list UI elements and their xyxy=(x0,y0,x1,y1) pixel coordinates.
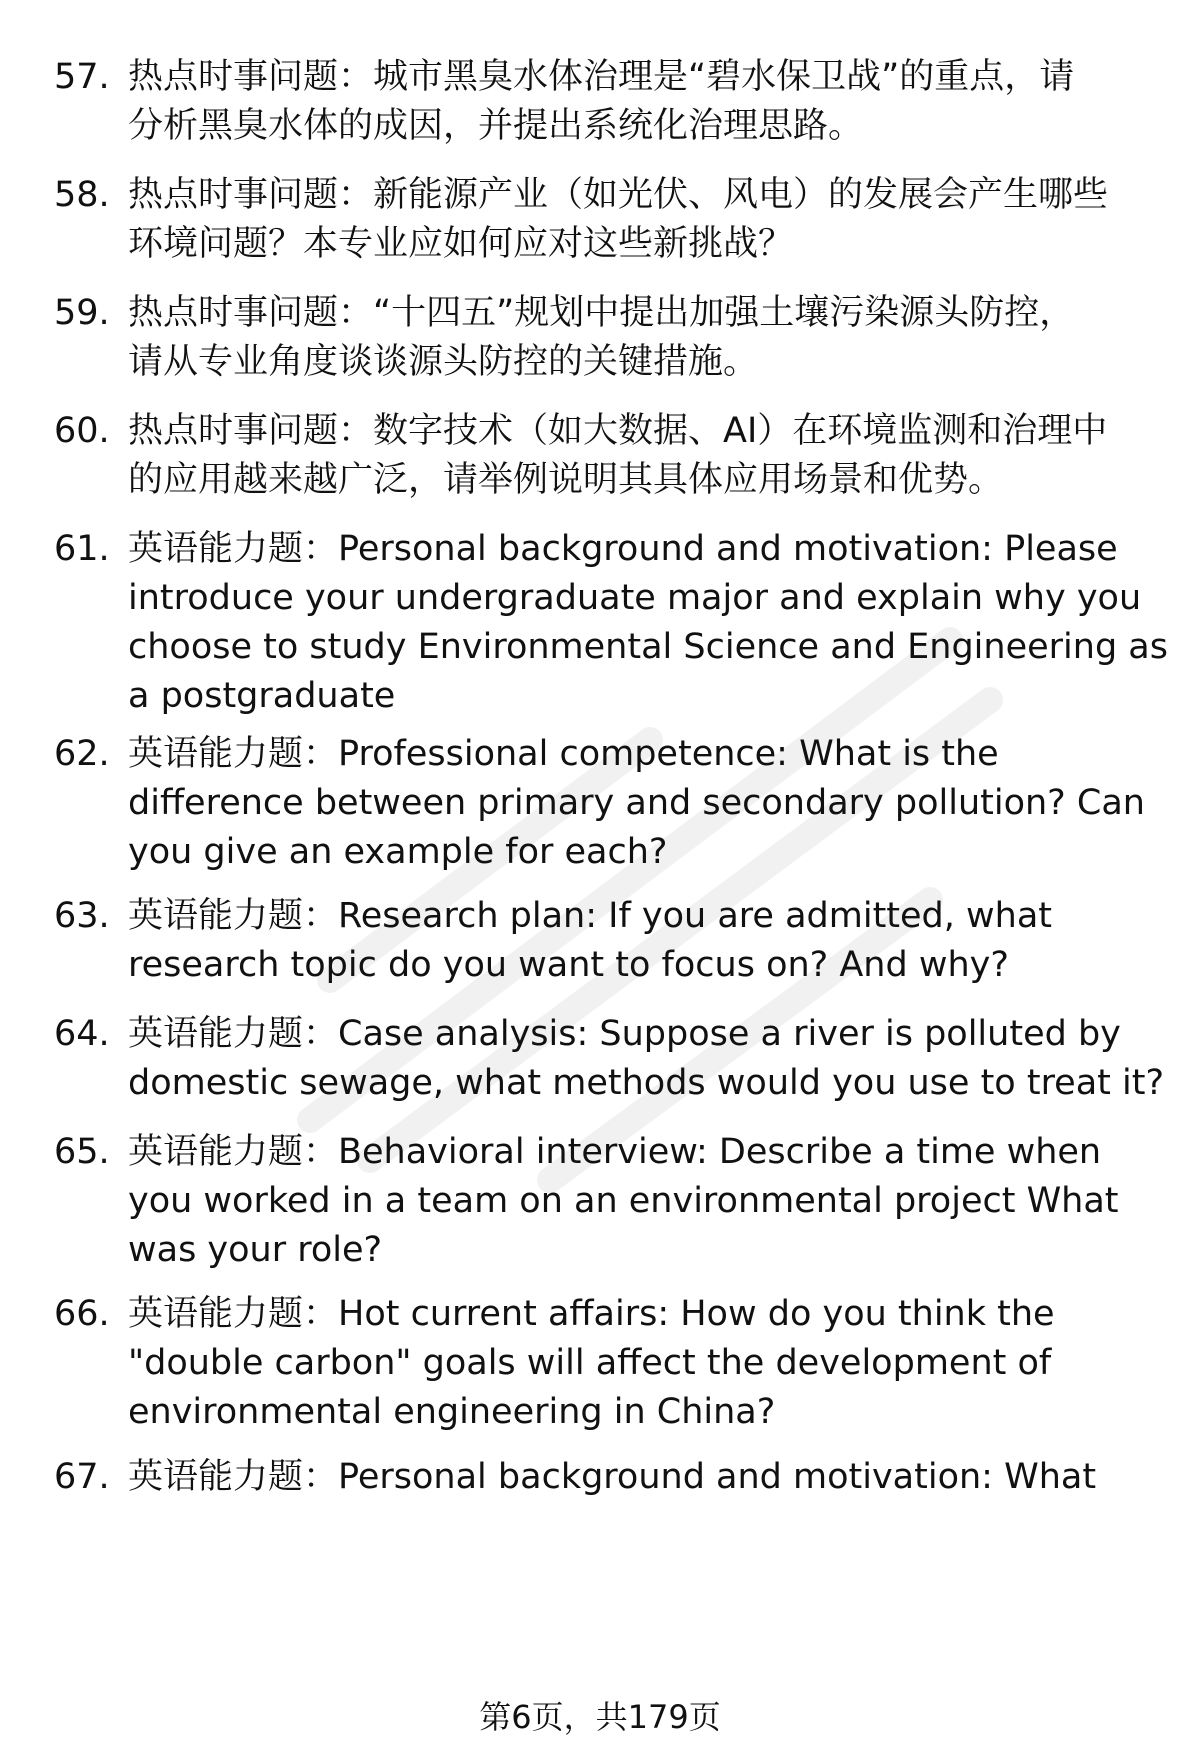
question-text xyxy=(128,171,1148,269)
question-line: 英语能力题：Professional competence: What is the xyxy=(128,734,999,774)
question-line: 热点时事问题：新能源产业（如光伏、风电）的发展会产生哪些 xyxy=(128,175,1109,215)
question-number: 62. xyxy=(54,734,110,774)
question-line: environmental engineering in China? xyxy=(128,1392,776,1432)
question-line: research topic do you want to focus on? And why? xyxy=(128,945,1009,985)
question-text xyxy=(128,1290,1148,1437)
question-line: 环境问题？本专业应如何应对这些新挑战？ xyxy=(128,224,794,264)
question-line: you give an example for each? xyxy=(128,832,668,872)
question-line: 热点时事问题：城市黑臭水体治理是“碧水保卫战”的重点，请 xyxy=(128,57,1075,97)
page-number-footer: 第6页，共179页 xyxy=(479,1698,721,1736)
question-line: 英语能力题：Case analysis: Suppose a river is polluted by xyxy=(128,1014,1121,1054)
question-line: 热点时事问题：数字技术（如大数据、AI）在环境监测和治理中 xyxy=(128,411,1108,451)
question-text xyxy=(128,730,1148,877)
question-line: 的应用越来越广泛，请举例说明其具体应用场景和优势。 xyxy=(128,460,1004,500)
question-text xyxy=(128,1010,1165,1108)
question-text xyxy=(128,289,1148,387)
question-text xyxy=(128,892,1148,990)
question-line: 英语能力题：Personal background and motivation: Please xyxy=(128,529,1118,569)
question-text xyxy=(128,1453,1148,1502)
question-number: 60. xyxy=(54,411,110,451)
question-line: 英语能力题：Behavioral interview: Describe a time when xyxy=(128,1132,1102,1172)
question-line: choose to study Environmental Science and Engineering as xyxy=(128,627,1168,667)
question-text xyxy=(128,53,1148,151)
question-number: 65. xyxy=(54,1132,110,1172)
question-number: 59. xyxy=(54,293,110,333)
question-number: 66. xyxy=(54,1294,110,1334)
question-line: 请从专业角度谈谈源头防控的关键措施。 xyxy=(128,342,759,382)
question-line: difference between primary and secondary pollution? Can xyxy=(128,783,1145,823)
question-line: "double carbon" goals will affect the development of xyxy=(128,1343,1052,1383)
question-number: 61. xyxy=(54,529,110,569)
question-line: 英语能力题：Personal background and motivation: What xyxy=(128,1457,1097,1497)
question-line: 分析黑臭水体的成因，并提出系统化治理思路。 xyxy=(128,106,864,146)
question-number: 64. xyxy=(54,1014,110,1054)
question-line: 热点时事问题：“十四五”规划中提出加强土壤污染源头防控， xyxy=(128,293,1075,333)
question-number: 57. xyxy=(54,57,110,97)
question-line: introduce your undergraduate major and explain why you xyxy=(128,578,1142,618)
question-number: 58. xyxy=(54,175,110,215)
question-text xyxy=(128,407,1148,505)
question-line: 英语能力题：Research plan: If you are admitted, what xyxy=(128,896,1052,936)
question-line: was your role? xyxy=(128,1230,383,1270)
question-line: a postgraduate xyxy=(128,676,396,716)
question-line: 英语能力题：Hot current affairs: How do you think the xyxy=(128,1294,1055,1334)
question-line: you worked in a team on an environmental project What xyxy=(128,1181,1119,1221)
question-text xyxy=(128,1128,1148,1275)
question-line: domestic sewage, what methods would you use to treat it? xyxy=(128,1063,1165,1103)
question-number: 67. xyxy=(54,1457,110,1497)
question-number: 63. xyxy=(54,896,110,936)
question-text xyxy=(128,525,1168,721)
